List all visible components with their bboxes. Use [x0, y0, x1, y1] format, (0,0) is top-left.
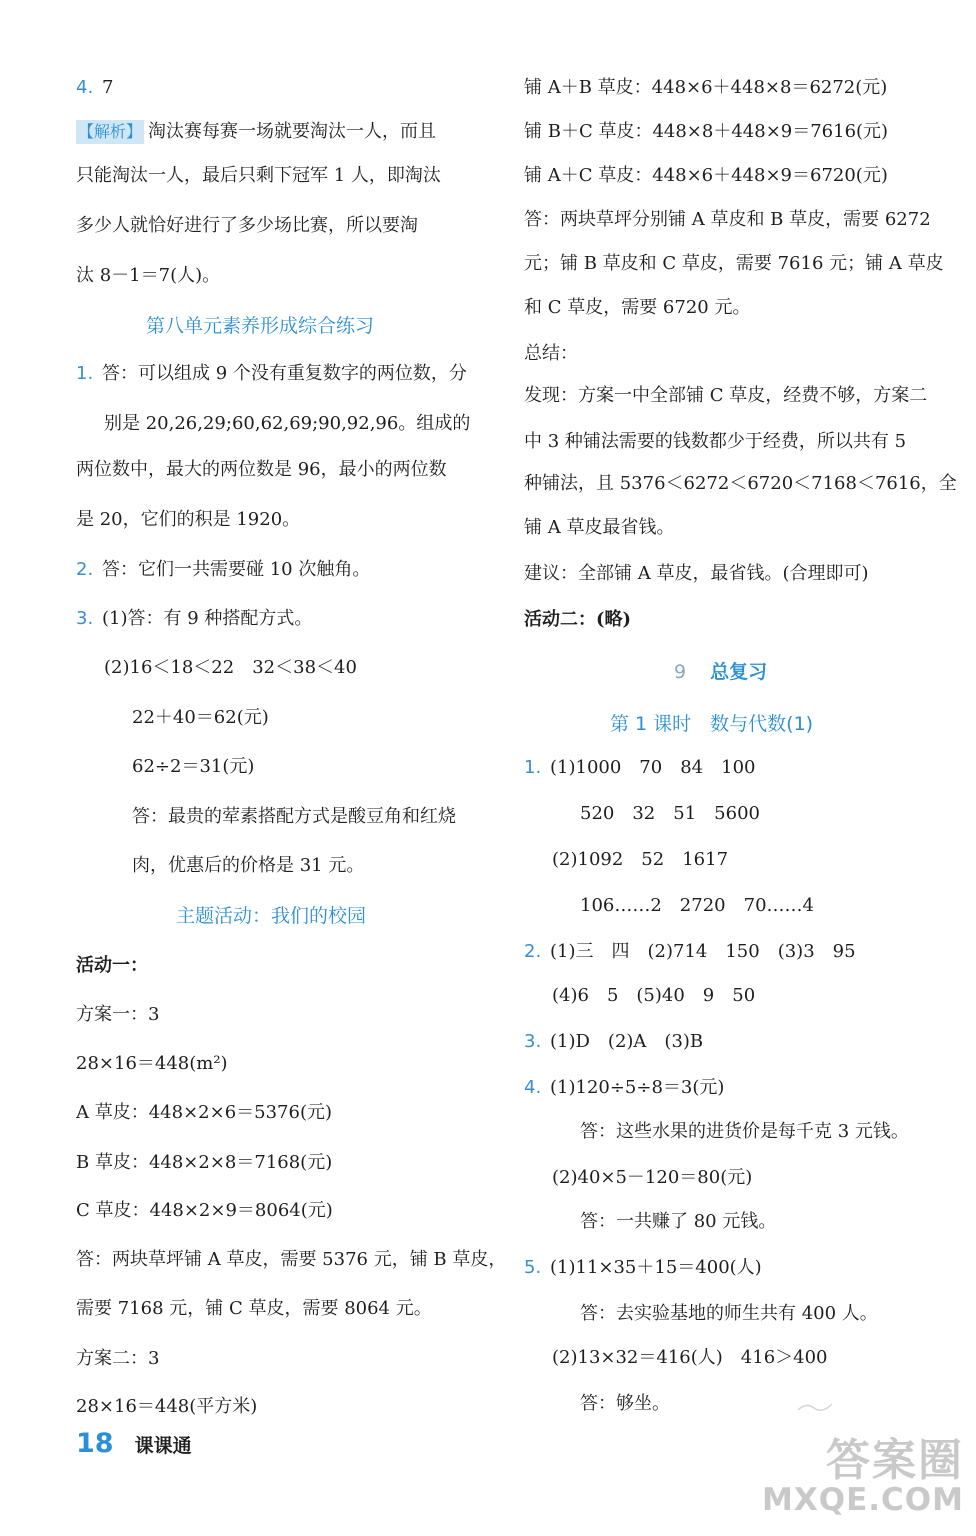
answer-text: 答：最贵的荤素搭配方式是酸豆角和红烧: [132, 806, 456, 827]
answer-text: 答：去实验基地的师生共有 400 人。: [580, 1303, 878, 1324]
answer-text: 方案二：3: [76, 1348, 160, 1369]
right-line: [524, 516, 674, 540]
left-line: [76, 164, 441, 188]
left-line: [76, 1248, 506, 1272]
left-line: [146, 314, 374, 339]
answer-text: (2)40×5－120＝80(元): [552, 1167, 753, 1188]
left-line: [76, 264, 220, 288]
left-line: [104, 656, 357, 680]
answer-text: A 草皮：448×2×6＝5376(元): [76, 1102, 332, 1123]
left-line: [76, 1052, 228, 1076]
left-line: [76, 607, 312, 631]
answer-text: 需要 7168 元，铺 C 草皮，需要 8064 元。: [76, 1298, 432, 1319]
right-line: [524, 940, 856, 964]
right-line: [552, 984, 755, 1008]
answer-text: (1)11×35＋15＝400(人): [550, 1257, 762, 1278]
section-heading: 第 1 课时 数与代数(1): [610, 713, 814, 735]
answer-text: 铺 A 草皮最省钱。: [524, 517, 675, 538]
left-line: [132, 805, 456, 829]
right-line: [524, 472, 957, 496]
answer-text: 520 32 51 5600: [580, 803, 760, 824]
answer-text: 22＋40＝62(元): [132, 707, 269, 728]
right-line: [524, 342, 578, 366]
answer-text: 发现：方案一中全部铺 C 草皮，经费不够，方案二: [524, 385, 928, 406]
answer-text: 答：两块草坪铺 A 草皮，需要 5376 元，铺 B 草皮，: [76, 1249, 507, 1270]
right-line: [610, 712, 813, 737]
right-line: [552, 848, 728, 872]
page-number: 18: [76, 1428, 114, 1459]
right-line: [674, 660, 767, 685]
right-line: [580, 894, 814, 918]
answer-text: C 草皮：448×2×9＝8064(元): [76, 1200, 333, 1221]
right-line: [524, 208, 931, 232]
answer-text: B 草皮：448×2×8＝7168(元): [76, 1152, 333, 1173]
right-line: [580, 1120, 909, 1144]
answer-text: 7: [102, 77, 114, 98]
analysis-tag: 【解析】: [76, 120, 144, 144]
question-number: 3.: [524, 1031, 542, 1052]
answer-text: 28×16＝448(平方米): [76, 1396, 258, 1417]
answer-text: 是 20，它们的积是 1920。: [76, 509, 301, 530]
answer-text: 62÷2＝31(元): [132, 756, 255, 777]
right-line: [524, 430, 906, 454]
right-line: [524, 252, 944, 276]
answer-text: 淘汰赛每赛一场就要淘汰一人，而且: [148, 121, 437, 142]
left-line: [76, 1395, 257, 1419]
answer-text: (2)13×32＝416(人) 416＞400: [552, 1347, 828, 1368]
watermark-url: MXQE.COM: [761, 1482, 964, 1518]
answer-text: (2)1092 52 1617: [552, 849, 729, 870]
answer-text: 和 C 草皮，需要 6720 元。: [524, 297, 751, 318]
answer-text: 答：够坐。: [580, 1393, 670, 1414]
left-line: [76, 214, 418, 238]
answer-text: 汰 8－1＝7(人)。: [76, 265, 221, 286]
left-line: [176, 904, 366, 929]
answer-text: 答：它们一共需要碰 10 次触角。: [102, 559, 371, 580]
answer-text: (1)120÷5÷8＝3(元): [550, 1077, 725, 1098]
left-line: [76, 1347, 159, 1371]
question-number: 5.: [524, 1257, 542, 1278]
left-line: [76, 1151, 332, 1175]
page-footer: [76, 1428, 192, 1459]
question-number: 4.: [524, 1077, 542, 1098]
answer-text: (1)D (2)A (3)B: [550, 1031, 704, 1052]
left-line: [76, 120, 436, 144]
answer-text: 答：可以组成 9 个没有重复数字的两位数，分: [102, 363, 467, 384]
section-heading: 第八单元素养形成综合练习: [146, 315, 375, 337]
answer-text: 答：两块草坪分别铺 A 草皮和 B 草皮，需要 6272: [524, 209, 931, 230]
answer-text: (1)1000 70 84 100: [550, 757, 756, 778]
answer-text: 种铺法，且 5376＜6272＜6720＜7168＜7616，全: [524, 473, 957, 494]
section-heading: 主题活动：我们的校园: [176, 905, 367, 927]
left-line: [132, 706, 269, 730]
right-line: [524, 608, 631, 632]
watermark-text: 答案圈: [826, 1435, 964, 1486]
answer-text: 别是 20,26,29;60,62,69;90,92,96。组成的: [104, 413, 471, 434]
answer-text: 方案一：3: [76, 1004, 160, 1025]
left-line: [76, 508, 300, 532]
question-number: 3.: [76, 608, 94, 629]
watermark-logo: [761, 1424, 966, 1532]
right-line: [580, 1302, 878, 1326]
left-line: [76, 1003, 159, 1027]
left-line: [132, 854, 364, 878]
right-line: [524, 1256, 762, 1280]
left-line: [76, 1297, 432, 1321]
answer-text: 铺 A＋C 草皮：448×6＋448×9＝6720(元): [524, 165, 888, 186]
right-line: [524, 1030, 703, 1054]
answer-text: 元；铺 B 草皮和 C 草皮，需要 7616 元；铺 A 草皮: [524, 253, 944, 274]
question-number: 4.: [76, 77, 94, 98]
answer-text: 总结：: [524, 343, 578, 364]
answer-text: 铺 B＋C 草皮：448×8＋448×9＝7616(元): [524, 121, 889, 142]
right-line: [552, 1346, 828, 1370]
right-line: [580, 802, 760, 826]
question-number: 2.: [524, 941, 542, 962]
right-line: [524, 756, 755, 780]
answer-text: 答：这些水果的进货价是每千克 3 元钱。: [580, 1121, 909, 1142]
answer-text: 106……2 2720 70……4: [580, 895, 814, 916]
right-line: [524, 1076, 724, 1100]
answer-text: 答：一共赚了 80 元钱。: [580, 1211, 777, 1232]
chapter-title: 总复习: [710, 661, 768, 683]
left-line: [76, 558, 370, 582]
answer-text: 28×16＝448(m²): [76, 1053, 228, 1074]
right-line: [524, 562, 869, 586]
left-line: [76, 1101, 332, 1125]
right-line: [524, 164, 888, 188]
question-number: 1.: [76, 363, 94, 384]
question-number: 1.: [524, 757, 542, 778]
answer-text: 两位数中，最大的两位数是 96，最小的两位数: [76, 459, 447, 480]
answer-text: (1)三 四 (2)714 150 (3)3 95: [550, 941, 856, 962]
activity-label: 活动一：: [76, 955, 148, 976]
answer-text: 铺 A＋B 草皮：448×6＋448×8＝6272(元): [524, 77, 888, 98]
left-line: [76, 1199, 333, 1223]
activity-label: 活动二：(略): [524, 609, 632, 630]
left-line: [76, 458, 447, 482]
answer-text: 只能淘汰一人，最后只剩下冠军 1 人，即淘汰: [76, 165, 441, 186]
left-line: [132, 755, 254, 779]
right-line: [524, 120, 888, 144]
right-line: [580, 1392, 670, 1416]
left-line: [104, 412, 470, 436]
right-line: [524, 76, 887, 100]
answer-text: (2)16＜18＜22 32＜38＜40: [104, 657, 357, 678]
answer-text: (1)答：有 9 种搭配方式。: [102, 608, 313, 629]
scribble-mark: [796, 1396, 836, 1416]
left-line: [76, 76, 113, 100]
answer-text: (4)6 5 (5)40 9 50: [552, 985, 756, 1006]
left-line: [76, 362, 467, 386]
book-title: 课课通: [134, 1435, 192, 1457]
right-line: [524, 384, 927, 408]
right-line: [552, 1166, 752, 1190]
answer-text: 建议：全部铺 A 草皮，最省钱。(合理即可): [524, 563, 869, 584]
answer-text: 多少人就恰好进行了多少场比赛，所以要淘: [76, 215, 418, 236]
question-number: 2.: [76, 559, 94, 580]
answer-text: 肉，优惠后的价格是 31 元。: [132, 855, 365, 876]
left-line: [76, 954, 148, 978]
answer-text: 中 3 种铺法需要的钱数都少于经费，所以共有 5: [524, 431, 907, 452]
right-line: [580, 1210, 776, 1234]
chapter-number: 9: [674, 661, 687, 683]
right-line: [524, 296, 750, 320]
